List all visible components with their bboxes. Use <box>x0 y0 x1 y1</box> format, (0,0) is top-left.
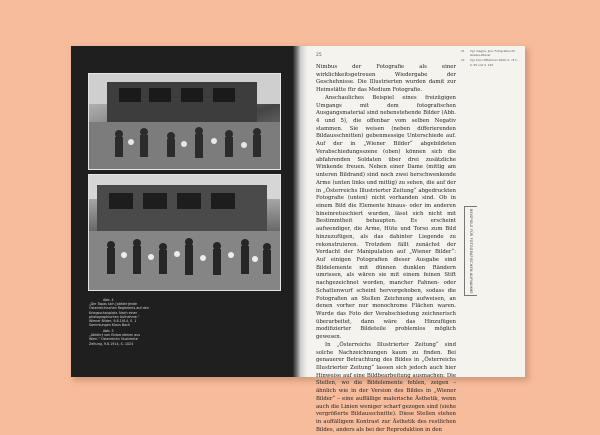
footnote-number: 21 <box>461 49 465 53</box>
caption-label: Abb. 4 <box>103 298 114 302</box>
footnote <box>461 58 521 66</box>
book-gutter <box>293 46 307 377</box>
page-number: 25 <box>316 53 322 58</box>
caption-text: „Abfahrt von Einberufenen aus Wien.“ Österreichs Illustrierte Zeitung, 9.8.1914, S. 1024 <box>89 333 141 346</box>
chapter-side-tab <box>464 206 477 296</box>
footnote-number: 22 <box>461 58 465 63</box>
left-page <box>71 46 295 377</box>
caption-text: „Der Tapas sich [abfahr]ende Österreichischen Regiments auf den Kriegsschauplatz. Nach einer photographischen Aufnahme.“ Wiener Bilder, 9.8.1914, S. 1 Sammlungen Klaus Bach <box>89 302 149 328</box>
photo-troop-train-bottom <box>88 174 281 291</box>
caption-label: Abb. 5 <box>103 329 114 333</box>
paragraph: Nimbus der Fotografie als einer wirklichkeitsgetreuen Wiedergabe der Geschehnisse. Die Illustrierten wurden damit zur Heimstätte für das Medium Fotografie. <box>316 64 456 94</box>
footnote-text: Vgl. Dorn-Pitterman 2004, S. 71 f., S. 95 und S. 145. <box>470 58 518 67</box>
footnote-text: Vgl. Siegler, Jule: Fotografien für Glaube-Wiener <box>470 49 516 58</box>
caption-figure-5 <box>89 329 149 346</box>
footnotes <box>461 49 521 68</box>
photo-troop-train-top <box>88 73 281 170</box>
paragraph: Anschauliches Beispiel eines freizügigen Umgangs mit dem fotografischen Ausgangsmaterial sind nebenstehende Bilder (Abb. 4 und 5), die offenbar vom selben Negativ stammen. Sie weisen (neben differierenden Bildausschnitten) gebenmessige Unterschiede auf. Auf der in „Wiener Bilder“ abgebildeten Verabschiedungsszene (oben) können sich die abfahrenden Soldaten über drei zusätzliche Winkende freuen. Neben einer Dame (mittig am unteren Bildrand) sind noch zwei herschwenkende Arme (unten links und mittig) zu sehen, die auf der in „Österreichs Illustrierter Zeitung“ abgedruckten Fotografie (unten) nicht vorhanden sind. Ob in einem Bild die Elemente hinaus- oder im anderen hineinretuschiert wurden, lässt sich nicht mit Bestimmtheit behaupten. Es erscheint aufwendiger, die Arme, Hüte und Torso zum Bild hinzuzufügen, als das dahinter Liegende zu rekonstruieren. Trotzdem fällt zunächst der Verdacht der Manipulation auf „Wiener Bilder“: Auf einigen Fotografien dieser Ausgabe sind Bildelemente mit dünnen dunklen Rändern umrissen, als wären sie mit einem feinen Stift nachgezeichnet worden, mancher Fahnen- oder Schattenwurf scheint hervorgehoben, sodass die Fotografien an Stellen Zeichnung aufweisen, an denen vorher nur monochrome Flächen waren. Wurde das Foto der Verabschiedung zeichnerisch überarbeitet, dann wäre das Hinzufügen modifizierter Bildeteile problemlos möglich gewesen. <box>316 94 456 341</box>
open-book <box>71 46 525 433</box>
caption-figure-4 <box>89 298 149 327</box>
body-text <box>316 64 456 433</box>
right-page <box>307 46 525 433</box>
footnote <box>461 49 521 57</box>
paragraph: In „Österreichs Illustrierter Zeitung“ sind solche Nachzeichnungen kaum zu finden. Bei genauerer Betrachtung des Bildes in „Österreichs Illustrierter Zeitung“ lassen sich jedoch auch hier Hinweise auf eine Bildbearbeitung ausmachen: Die Stellen, wo die Bildelemente fehlen, zeigen – ähnlich wie in der Version des Bildes in „Wiener Bilder“ – eine auffällige malerische Ästhetik, wenn auch die Linien weniger scharf gezogen sind (siehe vergrößerte Bildausschnitte). Diese Stellen stehen in auffälligem Kontrast zur Ästhetik des restlichen Bildes, anders als bei der Reproduktion in den <box>316 341 456 433</box>
side-tab-label: BEISPIELE FÜR FOTOGRAFISCHEN AUFNAHME <box>469 209 473 294</box>
